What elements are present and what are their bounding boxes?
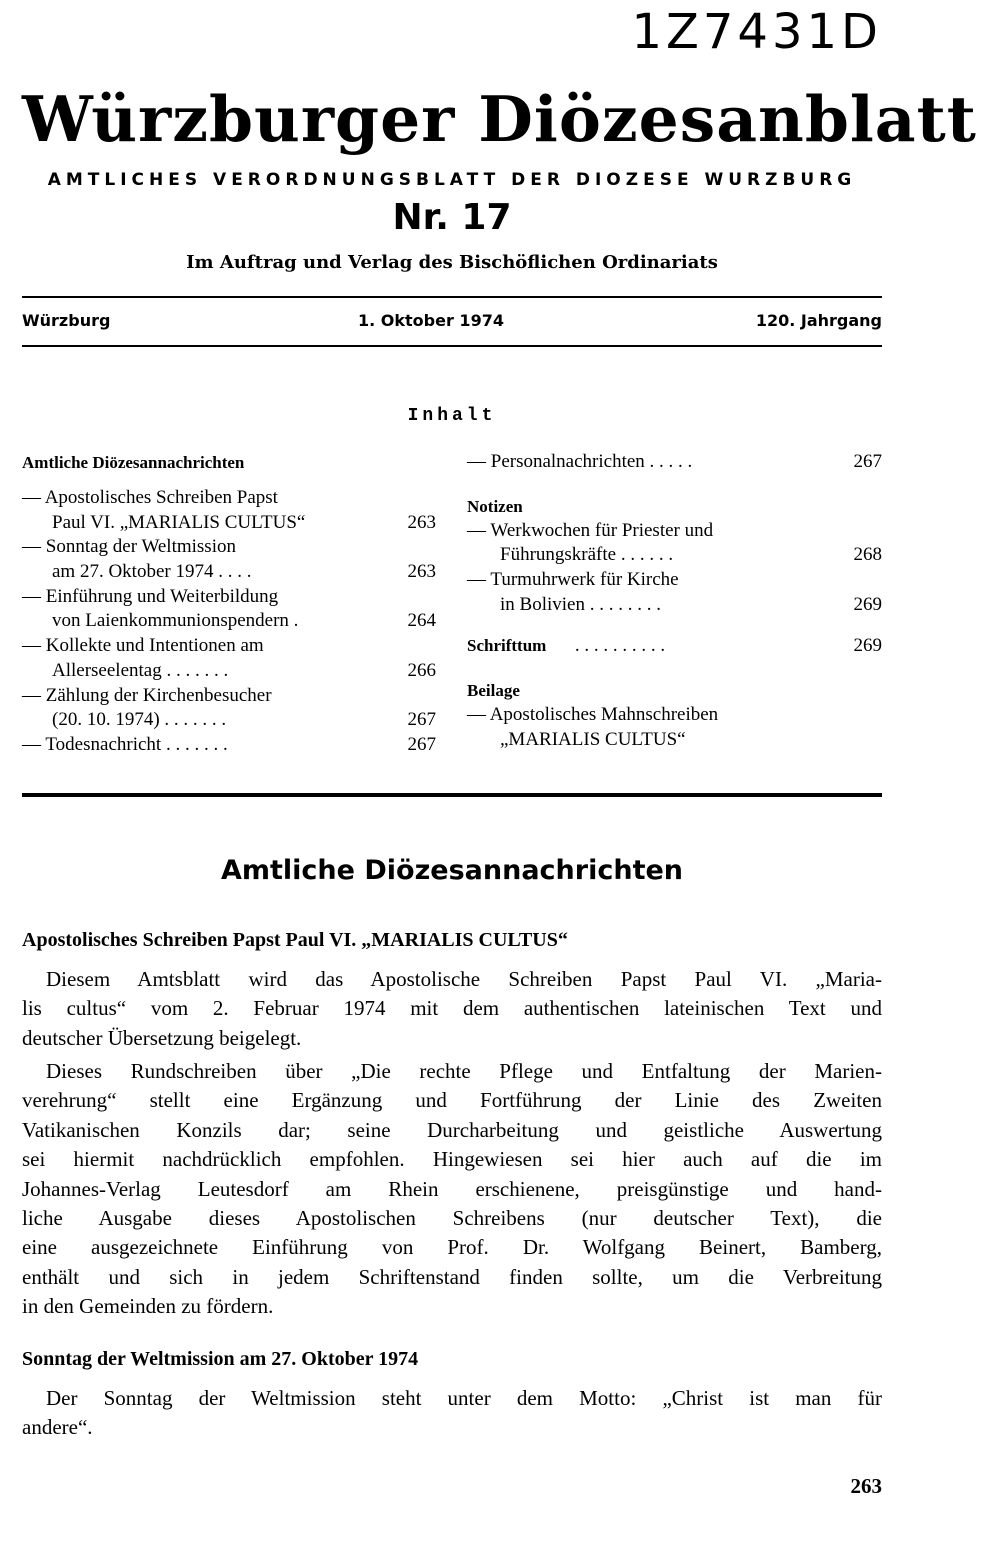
- article-heading: Apostolisches Schreiben Papst Paul VI. „MARIALIS CULTUS“: [22, 929, 568, 951]
- toc-line: [467, 703, 882, 728]
- toc-line: [22, 511, 436, 536]
- toc-section-title: Beilage: [467, 681, 520, 701]
- masthead-publisher: Im Auftrag und Verlag des Bischöflichen Ordinariats: [186, 252, 718, 273]
- toc-line: [22, 486, 436, 511]
- toc-section-title: Amtliche Diözesannachrichten: [22, 453, 245, 472]
- toc-section-title: Schrifttum: [467, 636, 547, 656]
- text-line: Vatikanischen Konzils dar; seine Durcharbeitung und geistliche Auswertung: [22, 1117, 882, 1142]
- toc-line: [467, 543, 882, 568]
- toc-page: 269: [853, 593, 882, 615]
- text-line: verehrung“ stellt eine Ergänzung und Fortführung der Linie des Zweiten: [22, 1088, 882, 1113]
- toc-line: [22, 609, 436, 634]
- toc-rule: [22, 793, 882, 797]
- toc-line-text: — Todesnachricht . . . . . . .: [22, 733, 228, 755]
- toc-page: 267: [853, 451, 882, 472]
- toc-line: [467, 728, 882, 753]
- text-line: Der Sonntag der Weltmission steht unter dem Motto: „Christ ist man für: [46, 1386, 882, 1410]
- toc-line-text: — Turmuhrwerk für Kirche: [467, 569, 679, 591]
- toc-page: 263: [407, 511, 436, 533]
- text-line: eine ausgezeichnete Einführung von Prof. Dr. Wolfgang Beinert, Bamberg,: [22, 1235, 882, 1260]
- toc-page: 266: [407, 659, 436, 681]
- text-line: sei hiermit nachdrücklich empfohlen. Hingewiesen sei hier auch auf die im: [22, 1147, 882, 1172]
- text-line: deutscher Übersetzung beigelegt.: [22, 1025, 302, 1050]
- article-paragraph: [22, 965, 882, 1053]
- toc-line-text: — Zählung der Kirchenbesucher: [22, 684, 272, 706]
- toc-line: [22, 733, 436, 758]
- toc-line-text: Allerseelentag . . . . . . .: [52, 659, 229, 681]
- toc-line-text: — Kollekte und Intentionen am: [22, 635, 264, 657]
- toc-line-text: Paul VI. „MARIALIS CULTUS“: [52, 511, 306, 533]
- toc-line-text: — Werkwochen für Priester und: [467, 519, 714, 541]
- toc-page: 269: [853, 635, 882, 657]
- archive-signature: 1Z7431D: [631, 4, 882, 60]
- masthead-title: Würzburger Diözesanblatt: [22, 82, 977, 156]
- toc-line-text: am 27. Oktober 1974 . . . .: [52, 561, 252, 583]
- page-number: 263: [850, 1474, 882, 1498]
- toc-line-text: (20. 10. 1974) . . . . . . .: [52, 709, 227, 731]
- toc-page: 263: [407, 561, 436, 583]
- section-title: Amtliche Diözesannachrichten: [220, 855, 684, 886]
- masthead-rule-bottom: [22, 345, 882, 347]
- toc-page: 267: [407, 709, 436, 731]
- dateline-volume: 120. Jahrgang: [755, 311, 882, 330]
- toc-line: [467, 519, 882, 544]
- toc-line-text: — Apostolisches Mahnschreiben: [467, 704, 719, 726]
- toc-line: [22, 708, 436, 733]
- toc-section-title: Notizen: [467, 496, 523, 516]
- toc-page: 264: [407, 610, 436, 632]
- toc-page: 267: [407, 733, 436, 755]
- text-line: enthält und sich in jedem Schriftenstand finden sollte, um die Verbreitung: [22, 1264, 882, 1289]
- article-paragraph: [22, 1384, 882, 1443]
- text-line: Diesem Amtsblatt wird das Apostolische Schreiben Papst Paul VI. „Maria-: [46, 967, 882, 991]
- toc-line: [467, 568, 882, 593]
- toc-line: [22, 560, 436, 585]
- toc-line: [22, 684, 436, 709]
- toc-line: [22, 585, 436, 610]
- toc-line-text: — Personalnachrichten . . . . .: [467, 451, 693, 472]
- toc-line: [467, 634, 882, 659]
- toc-line-text: — Sonntag der Weltmission: [22, 536, 236, 558]
- toc-line: [22, 634, 436, 659]
- toc-heading: Inhalt: [407, 406, 497, 426]
- toc-line: [467, 593, 882, 618]
- toc-leader-dots: . . . . . . . . . .: [574, 635, 666, 657]
- text-line: andere“.: [22, 1415, 93, 1440]
- article-heading: Sonntag der Weltmission am 27. Oktober 1974: [22, 1348, 419, 1370]
- dateline-place: Würzburg: [22, 311, 111, 330]
- toc-line-text: von Laienkommunionspendern .: [52, 610, 299, 632]
- text-line: Dieses Rundschreiben über „Die rechte Pflege und Entfaltung der Marien-: [46, 1059, 882, 1083]
- toc-line: [467, 450, 882, 475]
- text-line: lis cultus“ vom 2. Februar 1974 mit dem authentischen lateinischen Text und: [22, 996, 882, 1021]
- toc-line: [22, 535, 436, 560]
- toc-line-text: — Einführung und Weiterbildung: [22, 585, 279, 607]
- toc-left-column: [22, 450, 436, 758]
- toc-line-text: in Bolivien . . . . . . . .: [500, 593, 661, 615]
- text-line: liche Ausgabe dieses Apostolischen Schreibens (nur deutscher Text), die: [22, 1205, 882, 1230]
- toc-line-text: — Apostolisches Schreiben Papst: [22, 487, 278, 508]
- text-line: Johannes-Verlag Leutesdorf am Rhein erschienene, preisgünstige und hand-: [22, 1176, 882, 1201]
- toc-line-text: Führungskräfte . . . . . .: [500, 544, 674, 566]
- toc-right-column: [467, 450, 882, 753]
- issue-number: Nr. 17: [392, 197, 512, 238]
- toc-line-text: „MARIALIS CULTUS“: [500, 728, 686, 750]
- masthead-rule-top: [22, 296, 882, 298]
- masthead-subtitle: AMTLICHES VERORDNUNGSBLATT DER DIOZESE WURZBURG: [47, 170, 857, 190]
- text-line: in den Gemeinden zu fördern.: [22, 1294, 274, 1319]
- article-paragraph: [22, 1057, 882, 1322]
- toc-line: [22, 659, 436, 684]
- dateline-date: 1. Oktober 1974: [358, 311, 504, 330]
- toc-page: 268: [853, 544, 882, 566]
